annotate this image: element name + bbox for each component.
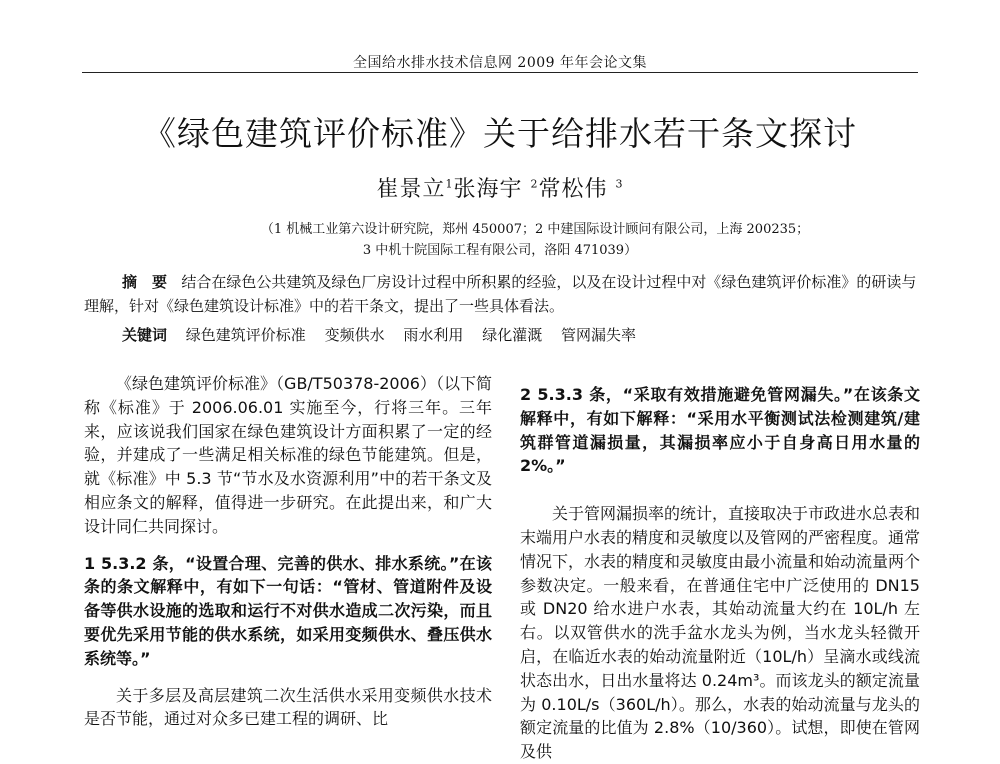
body-right-column bbox=[520, 383, 920, 764]
body-paragraph: 《绿色建筑评价标准》（GB/T50378-2006）（以下简称《标准》于 2006.06.01 实施至今，行将三年。三年来，应该说我们国家在绿色建筑设计方面积累了一定的经验，并建成了一些满足相关标准的绿色节能建筑。但是，就《标准》中 5.3 节“节水及水资源利用”中的若干条文及相应条文的解释，值得进一步研究。在此提出来，和广大设计同仁共同探讨。 bbox=[84, 374, 492, 536]
keyword: 绿色建筑评价标准 bbox=[185, 326, 306, 344]
body-paragraph: 关于管网漏损率的统计，直接取决于市政进水总表和末端用户水表的精度和灵敏度以及管网的严密程度。通常情况下，水表的精度和灵敏度由最小流量和始动流量两个参数决定。一般来看，在普通住宅中广泛使用的 DN15 或 DN20 给水进户水表，其始动流量大约在 10L/h 左右。以双管供水的洗手盆水龙头为例，当水龙头轻微开启，在临近水表的始动流量附近（10L/h）呈滴水或线流状态出水，日出水量将达 0.24m³。而该龙头的额定流量为 0.10L/s（360L/h）。那么，水表的始动流量与龙头的额定流量的比值为 2.8%（10/360）。试想，即使在管网及供 bbox=[520, 504, 921, 762]
author-name: 张海宇 bbox=[453, 177, 523, 202]
keyword: 雨水利用 bbox=[403, 326, 464, 344]
clause-paragraph: 2 5.3.3 条，“采取有效措施避免管网漏失。”在该条文解释中，有如下解释：“采用水平衡测试法检测建筑/建筑群管道漏损量，其漏损率应小于自身高日用水量的 2%。” bbox=[520, 385, 920, 476]
keyword: 管网漏失率 bbox=[560, 326, 636, 344]
keyword: 变频供水 bbox=[324, 326, 385, 344]
header-rule bbox=[82, 72, 918, 73]
body-left-column bbox=[84, 372, 492, 731]
running-header: 全国给水排水技术信息网 2009 年年会论文集 bbox=[352, 55, 648, 71]
abstract bbox=[84, 270, 920, 318]
abstract-text: 结合在绿色公共建筑及绿色厂房设计过程中所积累的经验，以及在设计过程中对《绿色建筑评价标准》的研读与理解，针对《绿色建筑设计标准》中的若干条文，提出了一些具体看法。 bbox=[84, 273, 917, 315]
author-list bbox=[0, 172, 1000, 203]
affiliation-line-2: 3 中机十院国际工程有限公司，洛阳 471039） bbox=[362, 243, 638, 258]
paper-title: 《绿色建筑评价标准》关于给排水若干条文探讨 bbox=[143, 114, 857, 153]
body-paragraph: 关于多层及高层建筑二次生活供水采用变频供水技术是否节能，通过对众多已建工程的调研、比 bbox=[84, 685, 492, 729]
keywords-label: 关键词 bbox=[122, 326, 168, 344]
keywords bbox=[122, 323, 922, 347]
author-mark: 3 bbox=[615, 177, 624, 191]
author-name: 常松伟 bbox=[538, 177, 608, 202]
keyword: 绿化灌溉 bbox=[482, 326, 543, 344]
abstract-label: 摘 要 bbox=[122, 273, 168, 291]
author-mark: 1 bbox=[445, 177, 454, 191]
author-name: 崔景立 bbox=[376, 177, 446, 202]
affiliation-line-1: （1 机械工业第六设计研究院，郑州 450007；2 中建国际设计顾问有限公司，上海 200235； bbox=[260, 222, 810, 237]
author-mark: 2 bbox=[530, 177, 539, 191]
clause-paragraph: 1 5.3.2 条，“设置合理、完善的供水、排水系统。”在该条的条文解释中，有如下一句话：“管材、管道附件及设备等供水设施的选取和运行不对供水造成二次污染，而且要优先采用节能的供水系统，如采用变频供水、叠压供水系统等。” bbox=[84, 553, 492, 668]
